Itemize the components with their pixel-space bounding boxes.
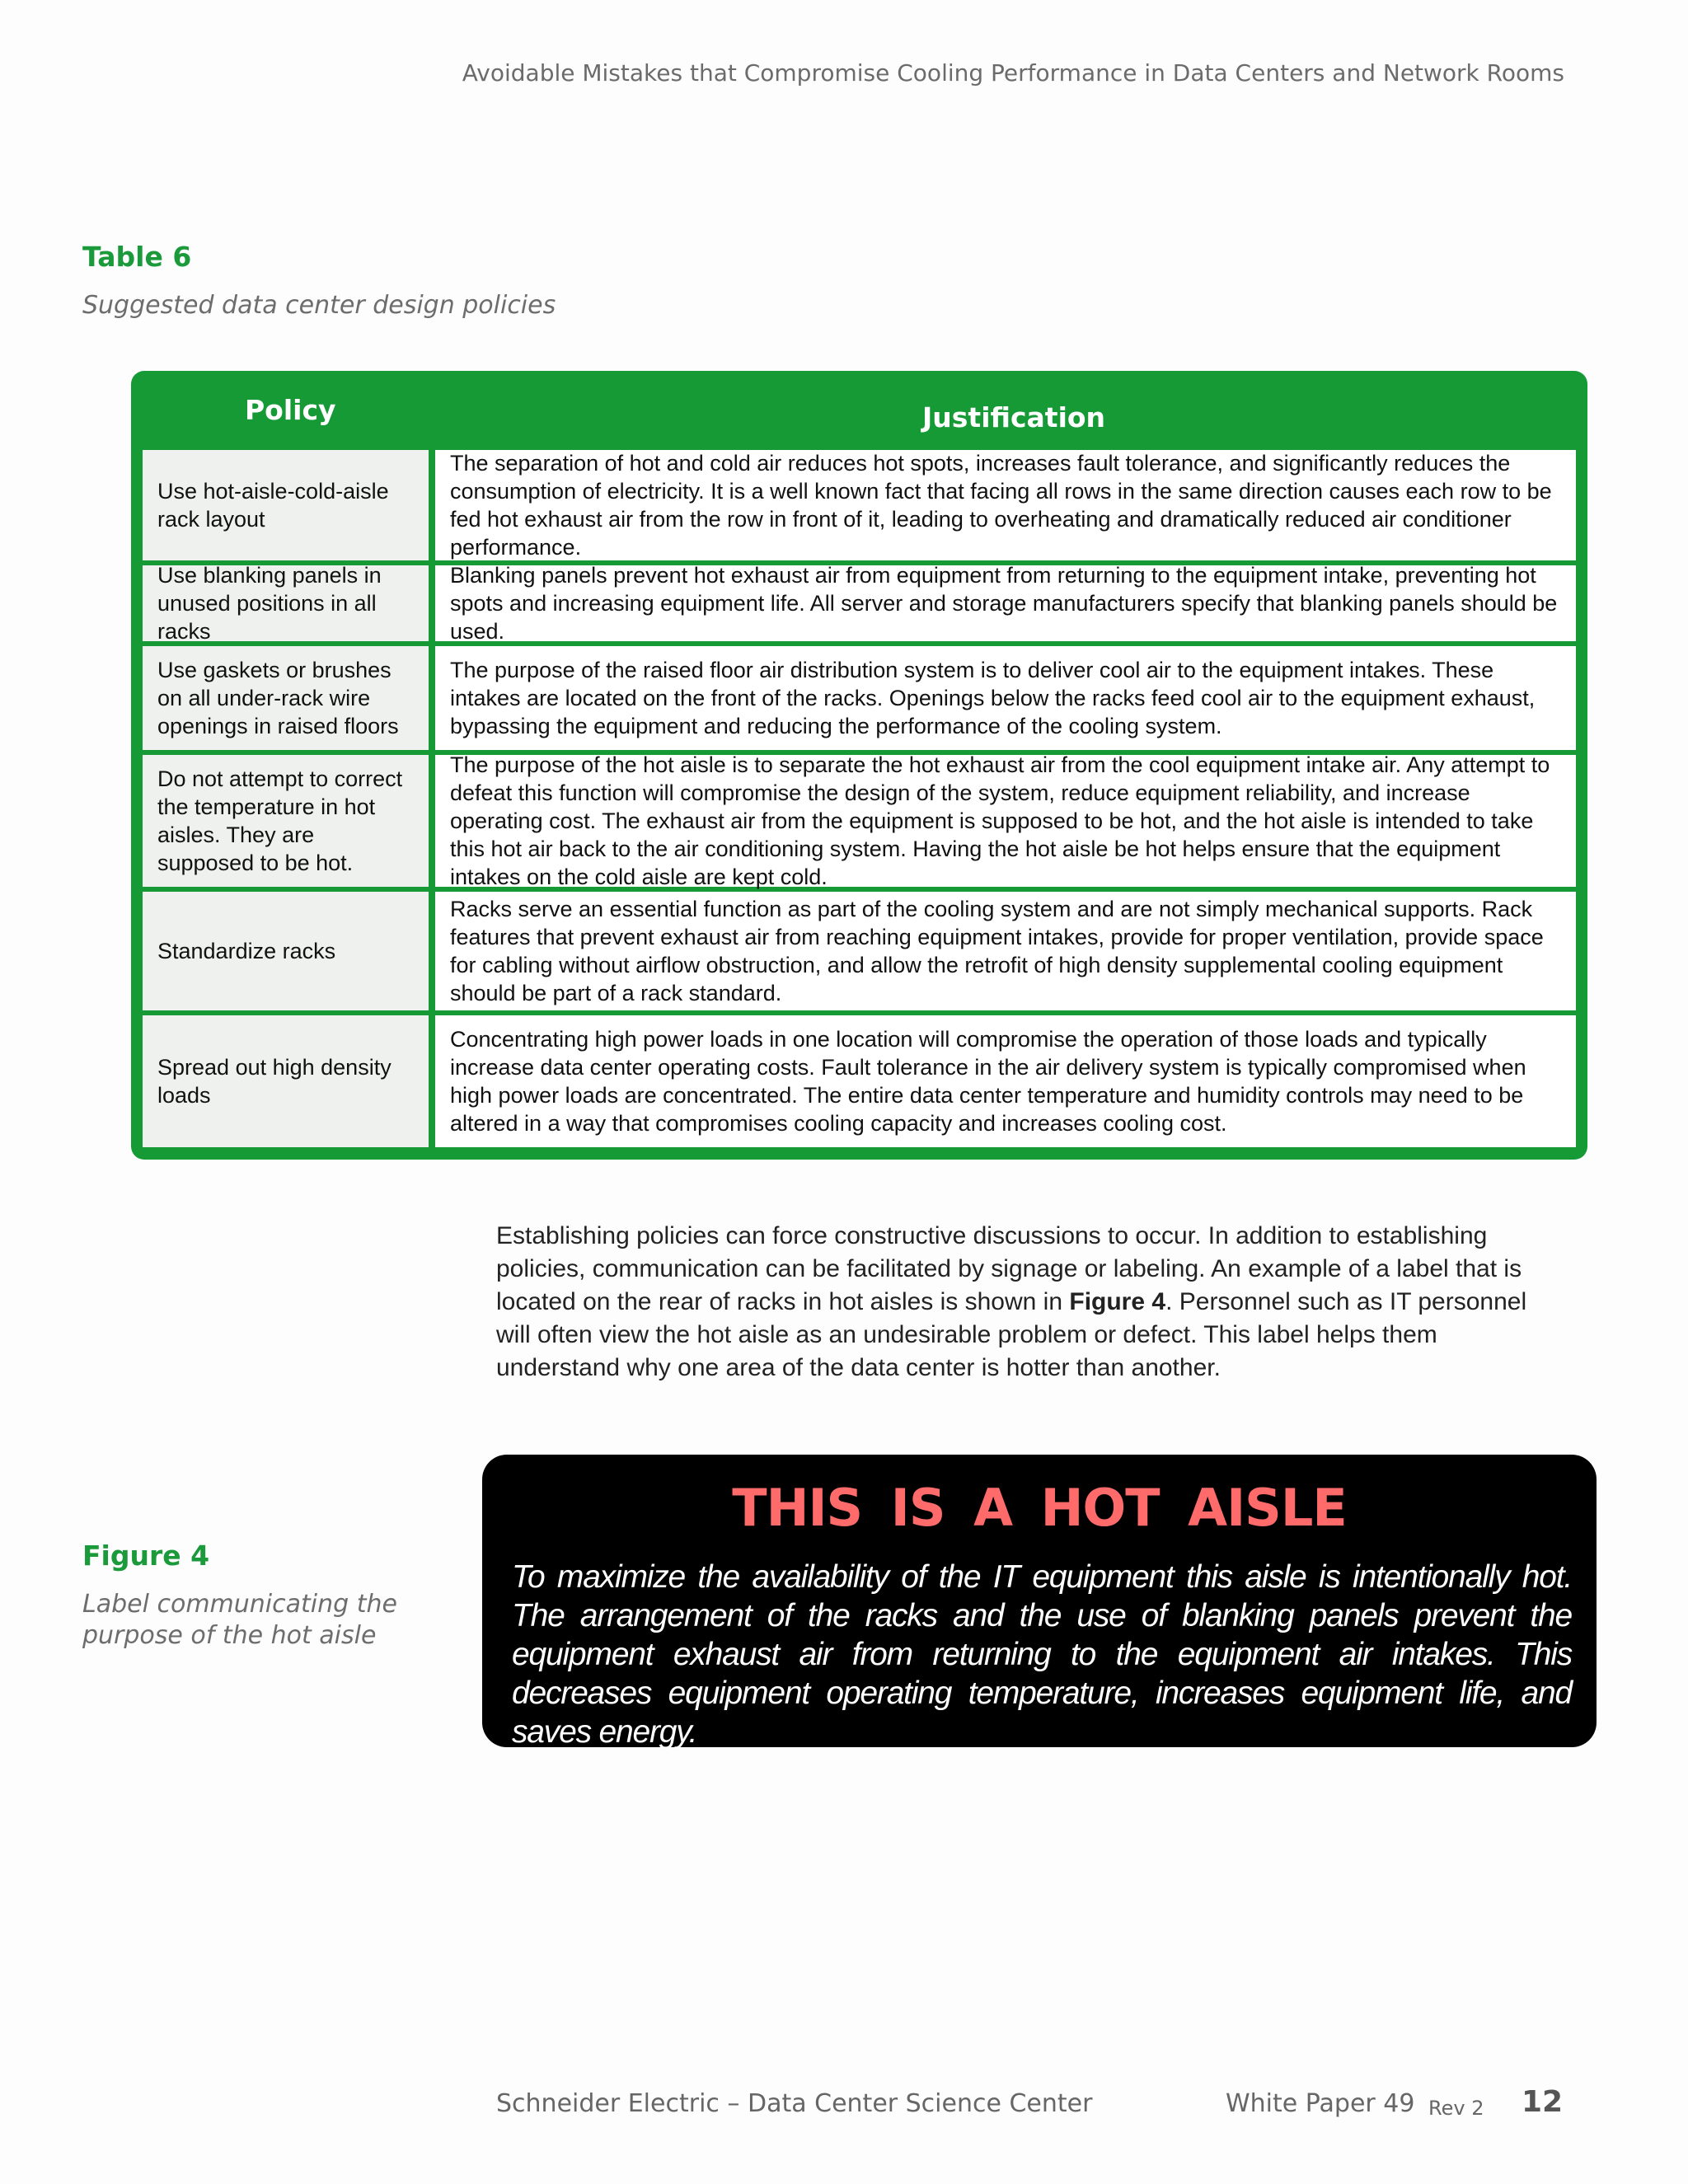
hot-aisle-label-text: To maximize the availability of the IT equipment this aisle is intentionally hot. The arrangement of the racks and the use of blanking panels prevent the equipment exhaust air from returning to the equipment air intakes. This decreases equipment operating temperature, increases equipment life, and saves energy.: [512, 1559, 1572, 1750]
policy-cell: Standardize racks: [143, 892, 429, 1010]
policy-cell: Use blanking panels in unused positions in all racks: [143, 565, 429, 641]
figure-caption-subtitle: Label communicating the purpose of the hot aisle: [82, 1590, 397, 1650]
justification-cell: Racks serve an essential function as part of the cooling system and are not simply mechanical supports. Rack features that prevent exhaust air from reaching equipment intakes, provide for proper ventilation, provide space for cabling without airflow obstruction, and allow the retrofit of high density supplemental cooling equipment should be part of a rack standard.: [435, 892, 1576, 1010]
column-header-policy: Policy: [245, 394, 336, 426]
column-header-justification: Justification: [922, 401, 1106, 434]
hot-aisle-label: [482, 1455, 1597, 1750]
table-row: [143, 892, 1576, 1010]
justification-cell: The separation of hot and cold air reduces hot spots, increases fault tolerance, and significantly reduces the consumption of electricity. It is a well known fact that facing all rows in the same direction causes each row to be fed hot exhaust air from the row in front of it, leading to overheating and dramatically reduced air conditioner performance.: [435, 450, 1576, 560]
footer-revision: Rev 2: [1428, 2097, 1484, 2120]
policy-cell: Use gaskets or brushes on all under-rack wire openings in raised floors: [143, 646, 429, 750]
figure-reference: Figure 4: [1069, 1288, 1166, 1315]
footer-paper-title: White Paper 49: [1226, 2089, 1415, 2118]
hot-aisle-label-title: THIS IS A HOT AISLE: [732, 1478, 1347, 1538]
table-caption-subtitle: Suggested data center design policies: [82, 291, 556, 320]
table-row: [143, 450, 1576, 560]
figure-caption-label: Figure 4: [82, 1540, 210, 1572]
table-caption-label: Table 6: [82, 241, 192, 273]
body-text-part-2: . Personnel such as IT personnel will often view the hot aisle as an undesirable problem or defect. This label helps them understand why one area of the data center is hotter than another.: [496, 1288, 1527, 1381]
justification-cell: Blanking panels prevent hot exhaust air from equipment from returning to the equipment intake, preventing hot spots and increasing equipment life. All server and storage manufacturers specify that blanking panels should be used.: [435, 565, 1576, 641]
policy-cell: Do not attempt to correct the temperature in hot aisles. They are supposed to be hot.: [143, 755, 429, 887]
body-text-part-1: Establishing policies can force constructive discussions to occur. In addition to establishing policies, communication can be facilitated by signage or labeling. An example of a label that is located on the rear of racks in hot aisles is shown in: [496, 1222, 1522, 1315]
justification-cell: The purpose of the hot aisle is to separate the hot exhaust air from the cool equipment intake air. Any attempt to defeat this function will compromise the design of the system, reduce equipment reliability, and increase operating cost. The exhaust air from the equipment is supposed to be hot, and the hot aisle is intended to take this hot air back to the air conditioning system. Having the hot aisle be hot helps ensure that the equipment intakes on the cold aisle are kept cold.: [435, 755, 1576, 887]
running-header: Avoidable Mistakes that Compromise Cooling Performance in Data Centers and Network Rooms: [462, 59, 1564, 87]
table-body: [143, 450, 1576, 1147]
table-row: [143, 646, 1576, 750]
page-number: 12: [1522, 2085, 1564, 2119]
table-row: [143, 752, 1576, 889]
footer-publisher: Schneider Electric – Data Center Science Center: [496, 2089, 1093, 2118]
table-row: [143, 563, 1576, 644]
policy-cell: Spread out high density loads: [143, 1015, 429, 1147]
justification-cell: The purpose of the raised floor air distribution system is to deliver cool air to the equipment intakes. These intakes are located on the front of the racks. Openings below the racks feed cool air to the equipment exhaust, bypassing the equipment and reducing the performance of the cooling system.: [435, 646, 1576, 750]
table-row: [143, 1015, 1576, 1147]
body-paragraph: [496, 1220, 1559, 1385]
justification-cell: Concentrating high power loads in one location will compromise the operation of those loads and typically increase data center operating costs. Fault tolerance in the air delivery system is typically compromised when high power loads are concentrated. The entire data center temperature and humidity controls may need to be altered in a way that compromises cooling capacity and increases cooling cost.: [435, 1015, 1576, 1147]
policy-table: [131, 371, 1587, 1160]
policy-cell: Use hot-aisle-cold-aisle rack layout: [143, 450, 429, 560]
